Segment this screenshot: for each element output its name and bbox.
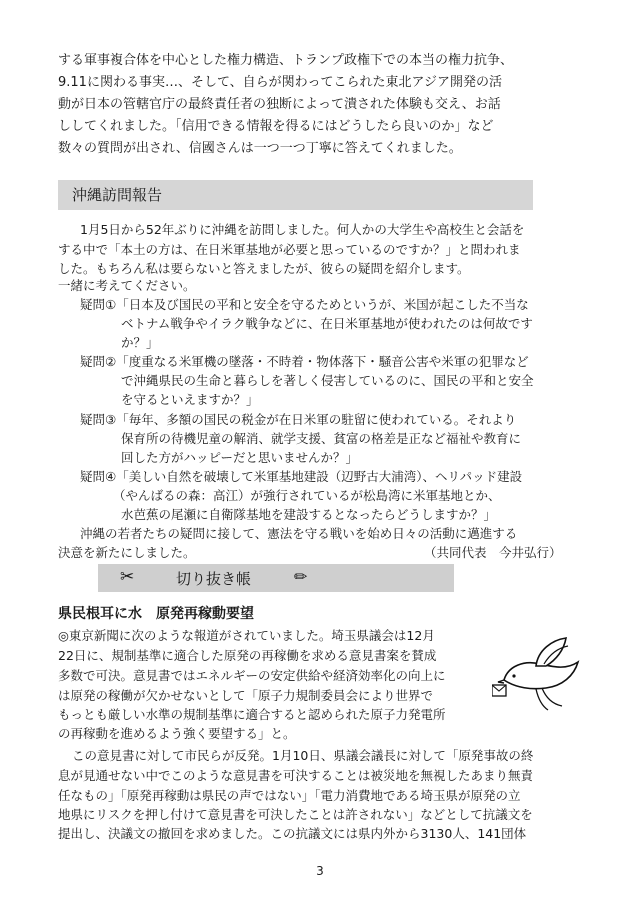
article-line: もっとも厳しい水準の規制基準に適合すると認められた原子力発電所 [58, 707, 446, 722]
intro-paragraph: する軍事複合体を中心とした権力構造、トランプ政権下での本当の権力抗争、 9.11に関わる事実…、そして、自らが関わってこられた東北アジア開発の活 動が日本の管轄官庁の最終責任者の独断によって潰された体験も交え、お話 ししてくれました。「信用できる情報を得るにはどうしたら良いのか」など 数々の質問が出され、信國さんは一つ一つ丁寧に答えてくれました。 [58, 53, 514, 156]
article-line: 任なもの」「原発再稼動は県民の声ではない」「電力消費地である埼玉県が原発の立 [58, 788, 521, 803]
dove-with-letter-icon [492, 636, 592, 714]
question-1: 疑問①「日本及び国民の平和と安全を守るためというが、米国が起こした不当な [80, 297, 529, 312]
question-4: 疑問④「美しい自然を破壊して米軍基地建設（辺野古大浦湾）、ヘリパッド建設 [80, 469, 523, 484]
okinawa-line: 決意を新たにしました。 [58, 545, 196, 560]
kirinuki-label: 切り抜き帳 [176, 570, 252, 588]
okinawa-line: 回した方がハッピーだと思いませんか？」 [121, 450, 359, 465]
article-line: 地県にリスクを押し付けて意見書を可決したことは許されない」などとして抗議文を [58, 807, 533, 822]
scissors-icon: ✂ [120, 567, 135, 587]
okinawa-line: 沖縄の若者たちの疑問に接して、憲法を守る戦いを始め日々の活動に邁進する [80, 526, 518, 541]
okinawa-line: （やんばるの森：高江）が強行されているが松島湾に米軍基地とか、 [113, 488, 501, 503]
okinawa-line: か？」 [121, 335, 159, 350]
okinawa-line: 1月5日から52年ぶりに沖縄を訪問しました。何人かの大学生や高校生と会話を [80, 222, 525, 237]
article-line: の再稼動を進めるよう強く要望する」と。 [58, 726, 296, 741]
article-title: 県民根耳に水 原発再稼動要望 [58, 606, 254, 622]
article-line: この意見書に対して市民らが反発。1月10日、県議会議長に対して「原発事故の終 [72, 748, 534, 763]
question-2: 疑問②「度重なる米軍機の墜落・不時着・物体落下・騒音公害や米軍の犯罪など [80, 354, 529, 369]
article-line: 息が見通せない中でこのような意見書を可決することは被災地を無視したあまり無責 [58, 768, 534, 783]
article-line: ◎東京新聞に次のような報道がされていました。埼玉県議会は12月 [58, 628, 435, 643]
question-3: 疑問③「毎年、多額の国民の税金が在日米軍の駐留に使われている。それより [80, 412, 517, 427]
okinawa-line: で沖縄県民の生命と暮らしを著しく侵害しているのに、国民の平和と安全 [121, 373, 534, 388]
okinawa-signature: （共同代表 今井弘行） [424, 545, 562, 560]
okinawa-line: 保育所の待機児童の解消、就学支援、貧富の格差是正など福祉や教育に [121, 431, 522, 446]
article-line: 提出し、決議文の撤回を求めました。この抗議文には県内外から3130人、141団体 [58, 826, 527, 841]
pencil-icon: ✏ [294, 567, 308, 586]
okinawa-line: 水芭蕉の尾瀬に自衛隊基地を建設するとなったらどうしますか？」 [121, 507, 497, 522]
article-line: 22日に、規制基準に適合した原発の再稼働を求める意見書案を賛成 [58, 648, 437, 663]
okinawa-line: 一緒に考えてください。 [58, 278, 196, 293]
kirinuki-header [98, 564, 454, 592]
okinawa-line: した。もちろん私は要らないと答えましたが、彼らの疑問を紹介します。 [58, 261, 470, 276]
okinawa-heading: 沖縄訪問報告 [58, 180, 533, 210]
okinawa-line: を守るといえますか？」 [121, 392, 259, 407]
page-number: 3 [316, 864, 324, 878]
okinawa-line: する中で「本土の方は、在日米軍基地が必要と思っているのですか？」と問われま [58, 242, 521, 257]
article-line: は原発の稼働が欠かせないとして「原子力規制委員会により世界で [58, 688, 434, 703]
article-line: 多数で可決。意見書ではエネルギーの安定供給や経済効率化の向上に [58, 668, 446, 683]
okinawa-line: ベトナム戦争やイラク戦争などに、在日米軍基地が使われたのは何故です [121, 316, 533, 331]
